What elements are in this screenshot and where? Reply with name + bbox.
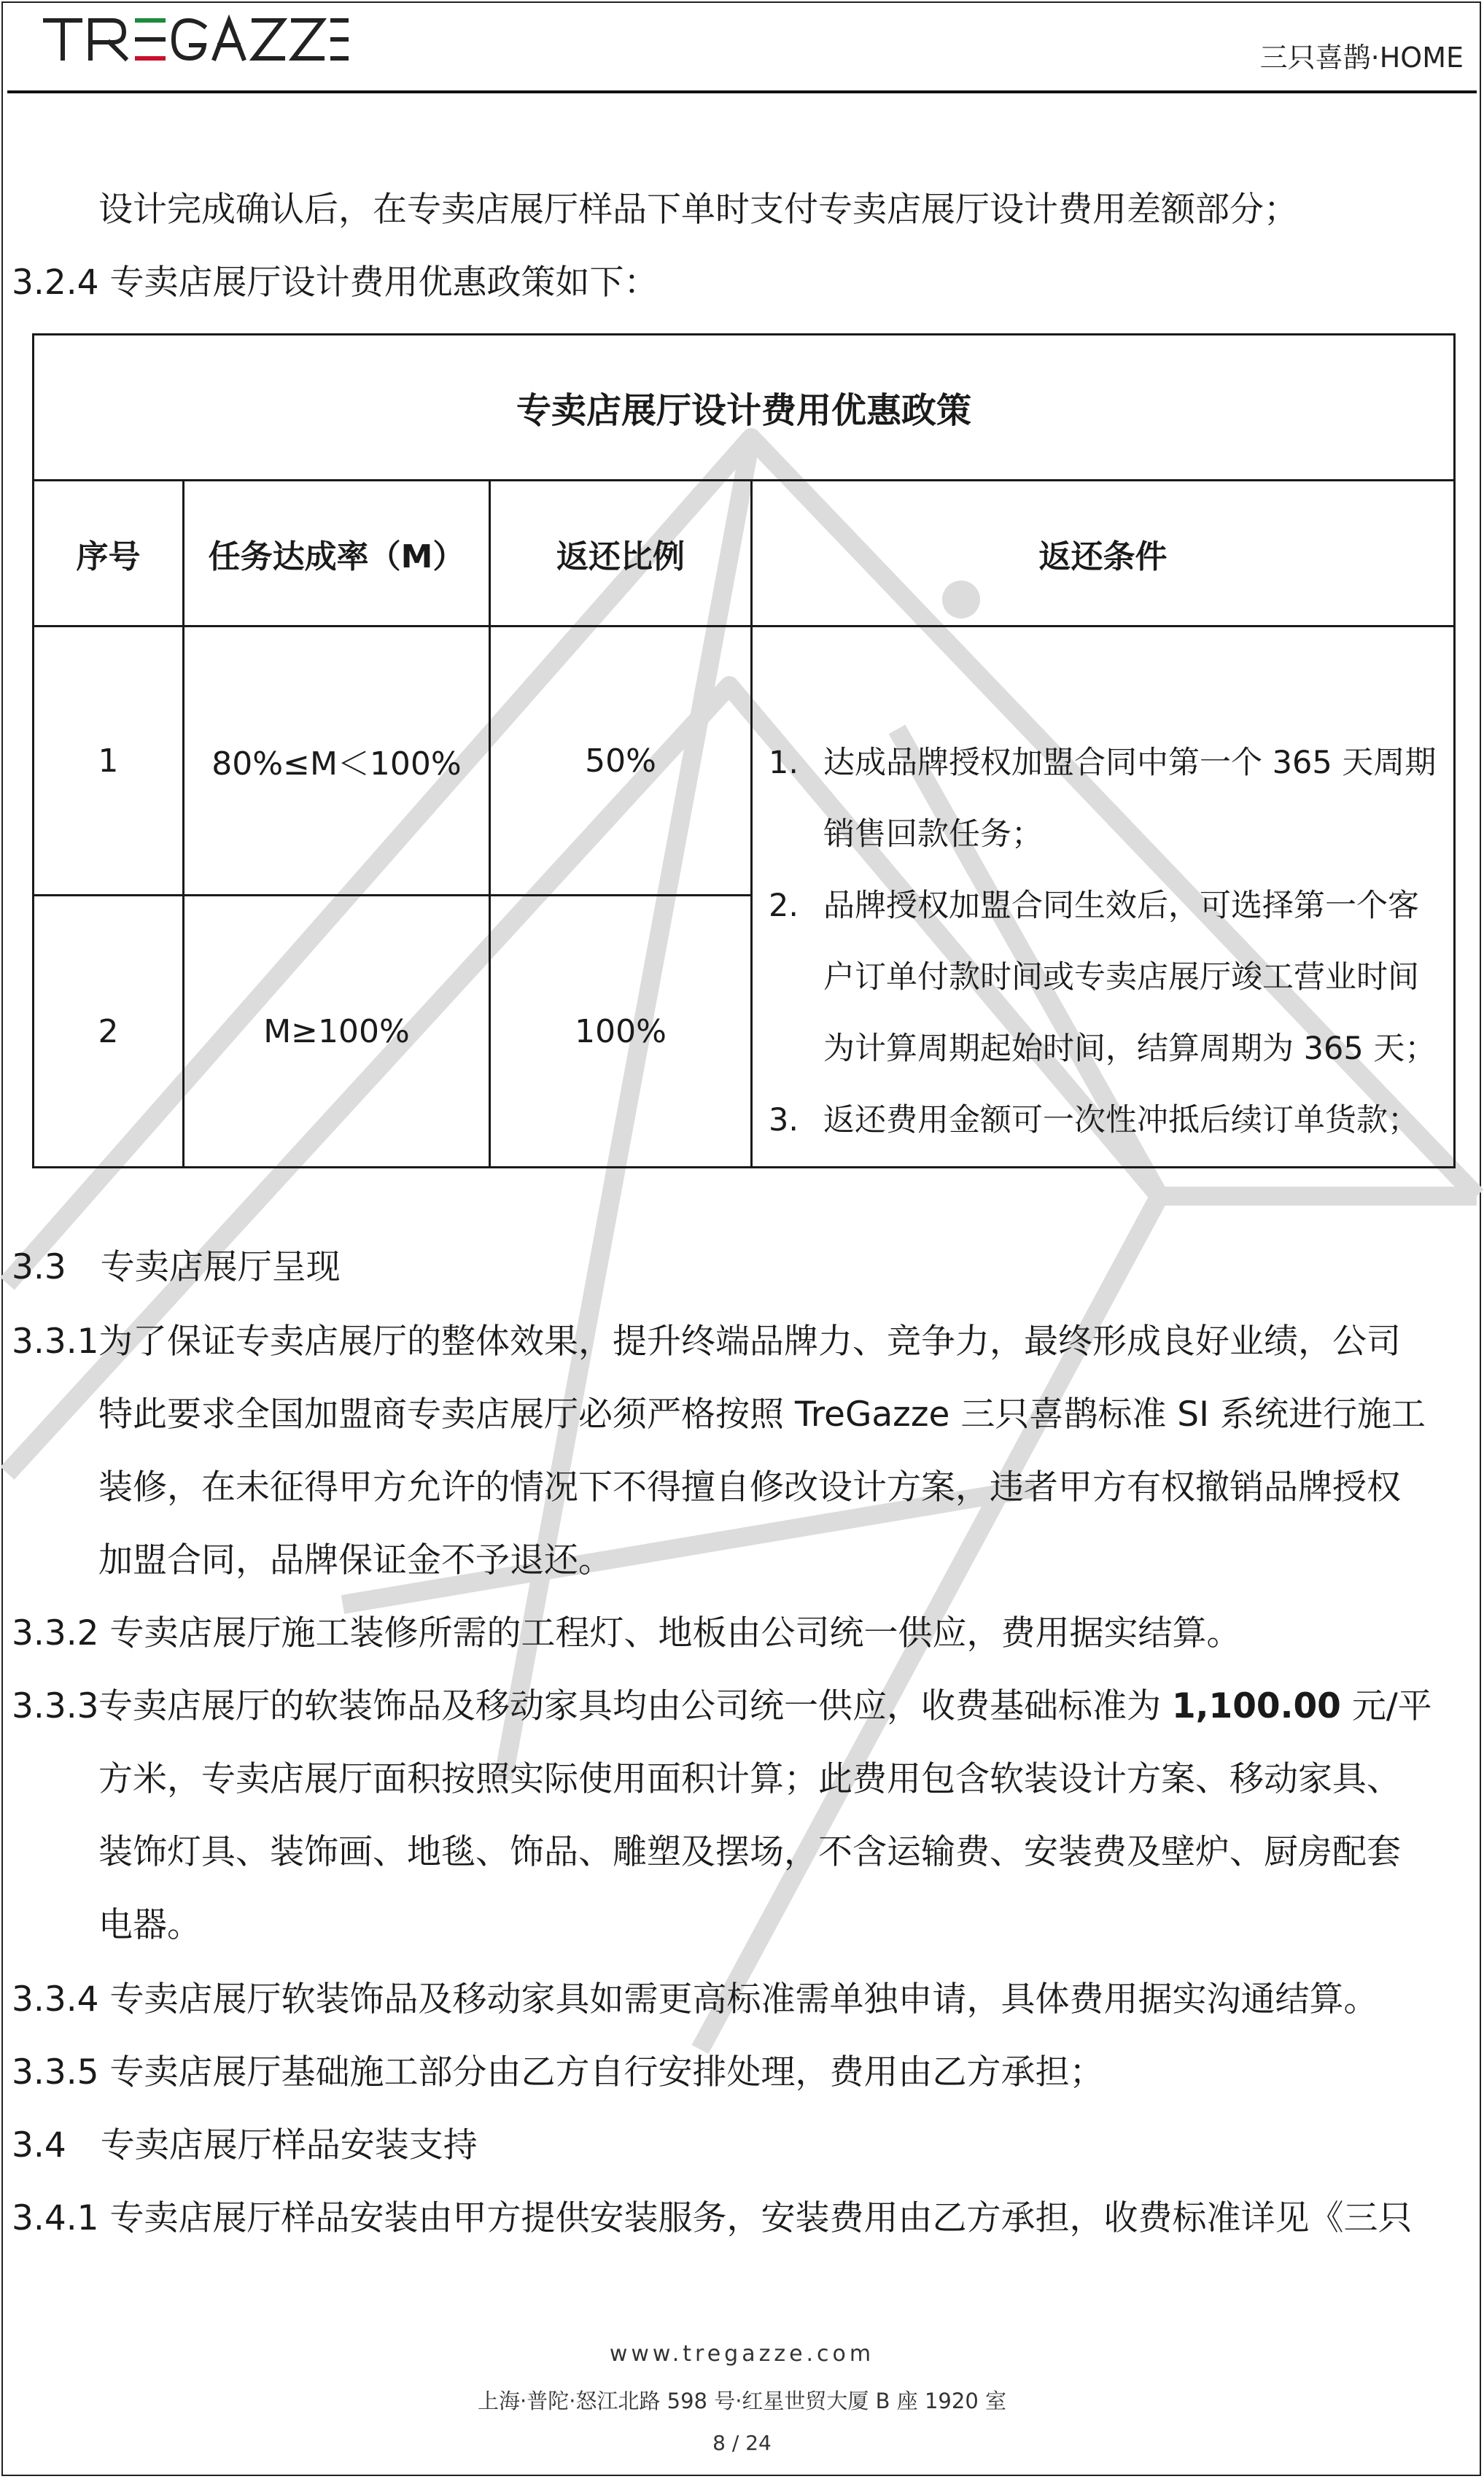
row-1-ratio: 50% — [489, 625, 753, 896]
footer-website[interactable]: www.tregazze.com — [609, 2341, 875, 2367]
condition-1-num: 1. — [769, 745, 799, 781]
header-no: 序号 — [32, 479, 184, 627]
tregazze-logo — [42, 13, 349, 64]
header-rule — [7, 90, 1477, 93]
condition-2-line-1: 品牌授权加盟合同生效后，可选择第一个客 — [823, 888, 1419, 924]
clause-3-3-3-text-a: 专卖店展厅的软装饰品及移动家具均由公司统一供应，收费基础标准为 — [98, 1686, 1172, 1726]
table-title: 专卖店展厅设计费用优惠政策 — [32, 333, 1456, 481]
row-2-ratio: 100% — [489, 894, 753, 1168]
condition-1-line-2: 销售回款任务； — [823, 816, 1043, 853]
clause-3-3-1-line-2: 特此要求全国加盟商专卖店展厅必须严格按照 TreGazze 三只喜鹊标准 SI 系统进行施工 — [98, 1394, 1426, 1435]
header-ratio: 返还比例 — [489, 479, 753, 627]
clause-3-3-5: 3.3.5 专卖店展厅基础施工部分由乙方自行安排处理，费用由乙方承担； — [12, 2052, 1104, 2092]
discount-policy-table — [32, 333, 1456, 1168]
clause-3-4-1: 3.4.1 专卖店展厅样品安装由甲方提供安装服务，安装费用由乙方承担，收费标准详见《三只 — [12, 2198, 1413, 2238]
clause-3-3-1-number: 3.3.1 — [12, 1322, 99, 1362]
clause-3-3-2: 3.3.2 专卖店展厅施工装修所需的工程灯、地板由公司统一供应，费用据实结算。 — [12, 1613, 1241, 1653]
section-3-3-heading: 3.3 专卖店展厅呈现 — [12, 1247, 341, 1287]
section-3-4-heading: 3.4 专卖店展厅样品安装支持 — [12, 2125, 478, 2165]
clause-3-3-1-line-1: 为了保证专卖店展厅的整体效果，提升终端品牌力、竞争力，最终形成良好业绩，公司 — [98, 1322, 1401, 1362]
soft-furnishing-price: 1,100.00 — [1171, 1686, 1341, 1726]
clause-3-3-1-line-3: 装修，在未征得甲方允许的情况下不得擅自修改设计方案，违者甲方有权撤销品牌授权 — [98, 1467, 1401, 1508]
row-1-no: 1 — [32, 625, 184, 896]
condition-2-line-3: 为计算周期起始时间，结算周期为 365 天； — [823, 1031, 1437, 1067]
row-1-rate: 80%≤M＜100% — [182, 625, 491, 896]
clause-3-3-1-line-4: 加盟合同，品牌保证金不予退还。 — [98, 1540, 613, 1580]
row-2-no: 2 — [32, 894, 184, 1168]
condition-3-line-1: 返还费用金额可一次性冲抵后续订单货款； — [823, 1102, 1419, 1138]
clause-3-3-4: 3.3.4 专卖店展厅软装饰品及移动家具如需更高标准需单独申请，具体费用据实沟通结算。 — [12, 1979, 1378, 2020]
row-2-rate: M≥100% — [182, 894, 491, 1168]
header-condition: 返还条件 — [750, 479, 1456, 627]
page-header — [0, 0, 1484, 93]
header-rate: 任务达成率（M） — [182, 479, 491, 627]
clause-3-2-4: 3.2.4 专卖店展厅设计费用优惠政策如下： — [12, 263, 659, 303]
condition-3-num: 3. — [769, 1102, 799, 1138]
clause-3-3-3-text-c: 元/平 — [1340, 1686, 1432, 1726]
footer-address: 上海·普陀·怒江北路 598 号·红星世贸大厦 B 座 1920 室 — [477, 2389, 1006, 2413]
clause-3-3-3-line-4: 电器。 — [98, 1905, 201, 1945]
clause-3-3-3-line-1 — [98, 1670, 1432, 1743]
paragraph-design-balance: 设计完成确认后，在专卖店展厅样品下单时支付专卖店展厅设计费用差额部分； — [98, 190, 1298, 230]
page-number: 8 / 24 — [712, 2431, 772, 2455]
header-brand-text: 三只喜鹊·HOME — [1259, 42, 1464, 74]
clause-3-3-3-line-2: 方米，专卖店展厅面积按照实际使用面积计算；此费用包含软装设计方案、移动家具、 — [98, 1759, 1401, 1799]
condition-1-line-1: 达成品牌授权加盟合同中第一个 365 天周期 — [823, 745, 1437, 781]
clause-3-3-3-number: 3.3.3 — [12, 1686, 99, 1726]
clause-3-3-3-line-3: 装饰灯具、装饰画、地毯、饰品、雕塑及摆场，不含运输费、安装费及壁炉、厨房配套 — [98, 1832, 1401, 1872]
condition-2-line-2: 户订单付款时间或专卖店展厅竣工营业时间 — [823, 959, 1419, 996]
condition-2-num: 2. — [769, 888, 799, 924]
